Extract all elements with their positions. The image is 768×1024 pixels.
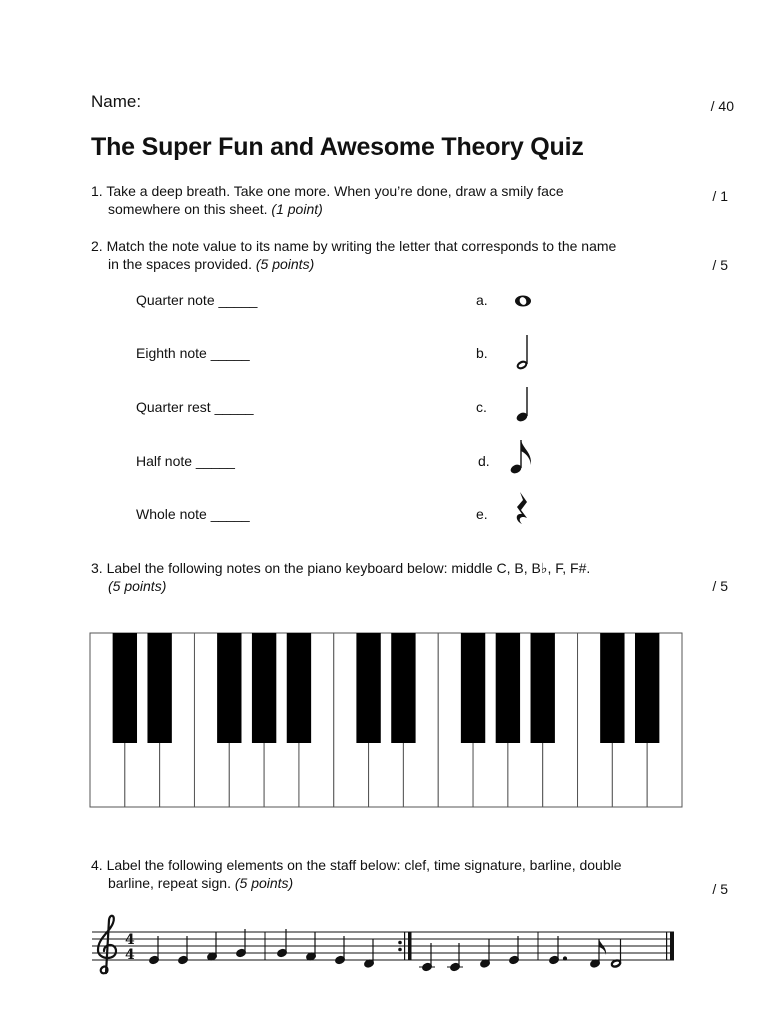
measure-2	[277, 929, 375, 968]
time-signature	[125, 932, 135, 963]
black-key-5[interactable]	[287, 633, 311, 743]
measure-1	[149, 929, 247, 965]
measure-4	[549, 936, 622, 969]
time-signature-bottom: 4	[125, 947, 135, 963]
question-2-number: 2.	[91, 238, 103, 254]
page-title: The Super Fun and Awesome Theory Quiz	[91, 133, 584, 161]
option-letter-d: d.	[478, 453, 490, 469]
match-name-4[interactable]: Half note _____	[136, 453, 235, 469]
question-1-line1: Take a deep breath. Take one more. When you’re done, draw a smily face	[106, 183, 564, 199]
total-score: / 40	[710, 98, 734, 114]
option-letter-c: c.	[476, 399, 487, 415]
match-name-2[interactable]: Eighth note _____	[136, 345, 250, 361]
question-2-line1: Match the note value to its name by writing the letter that corresponds to the name	[106, 238, 617, 254]
match-name-3[interactable]: Quarter rest _____	[136, 399, 254, 415]
black-key-8[interactable]	[461, 633, 485, 743]
question-2-score: / 5	[712, 257, 728, 273]
question-3-number: 3.	[91, 560, 103, 576]
question-2-line2: in the spaces provided.	[108, 256, 252, 272]
match-name-5[interactable]: Whole note _____	[136, 506, 250, 522]
treble-clef-icon	[98, 916, 116, 974]
name-label: Name:	[91, 92, 142, 111]
black-key-7[interactable]	[391, 633, 415, 743]
option-letter-a: a.	[476, 292, 488, 308]
question-3-score: / 5	[712, 578, 728, 594]
option-letter-b: b.	[476, 345, 488, 361]
question-3-points: (5 points)	[108, 578, 167, 594]
measure-3	[419, 936, 519, 972]
black-key-2[interactable]	[147, 633, 171, 743]
double-barline	[666, 932, 674, 960]
black-key-12[interactable]	[635, 633, 659, 743]
black-key-1[interactable]	[113, 633, 137, 743]
half-note-icon	[515, 335, 529, 371]
question-1-points: (1 point)	[271, 201, 323, 217]
question-2	[91, 237, 681, 273]
question-4-line2: barline, repeat sign.	[108, 875, 231, 891]
question-1-score: / 1	[712, 188, 728, 204]
black-key-9[interactable]	[496, 633, 520, 743]
question-2-points: (5 points)	[255, 256, 315, 272]
whole-note-icon	[515, 296, 531, 307]
piano-keyboard[interactable]	[90, 633, 682, 807]
black-key-4[interactable]	[252, 633, 276, 743]
music-staff[interactable]	[92, 910, 682, 980]
question-3-line1: Label the following notes on the piano keyboard below: middle C, B, B♭, F, F#.	[106, 560, 591, 576]
match-name-1[interactable]: Quarter note _____	[136, 292, 258, 308]
question-1	[91, 182, 681, 218]
question-4-score: / 5	[712, 881, 728, 897]
time-signature-top: 4	[125, 932, 135, 948]
question-4-number: 4.	[91, 857, 103, 873]
question-4-line1: Label the following elements on the staff below: clef, time signature, barline, double	[106, 857, 622, 873]
note-symbols	[505, 285, 545, 535]
question-1-line2: somewhere on this sheet.	[108, 201, 268, 217]
black-key-10[interactable]	[531, 633, 555, 743]
staff-lines	[92, 932, 674, 960]
black-key-11[interactable]	[600, 633, 624, 743]
eighth-note-icon	[509, 440, 531, 475]
question-4	[91, 856, 681, 892]
question-4-points: (5 points)	[234, 875, 294, 891]
black-key-6[interactable]	[356, 633, 380, 743]
option-letter-e: e.	[476, 506, 488, 522]
question-1-number: 1.	[91, 183, 103, 199]
black-key-3[interactable]	[217, 633, 241, 743]
question-3	[91, 559, 681, 595]
quarter-rest-icon	[517, 492, 527, 524]
quarter-note-icon	[515, 387, 529, 423]
